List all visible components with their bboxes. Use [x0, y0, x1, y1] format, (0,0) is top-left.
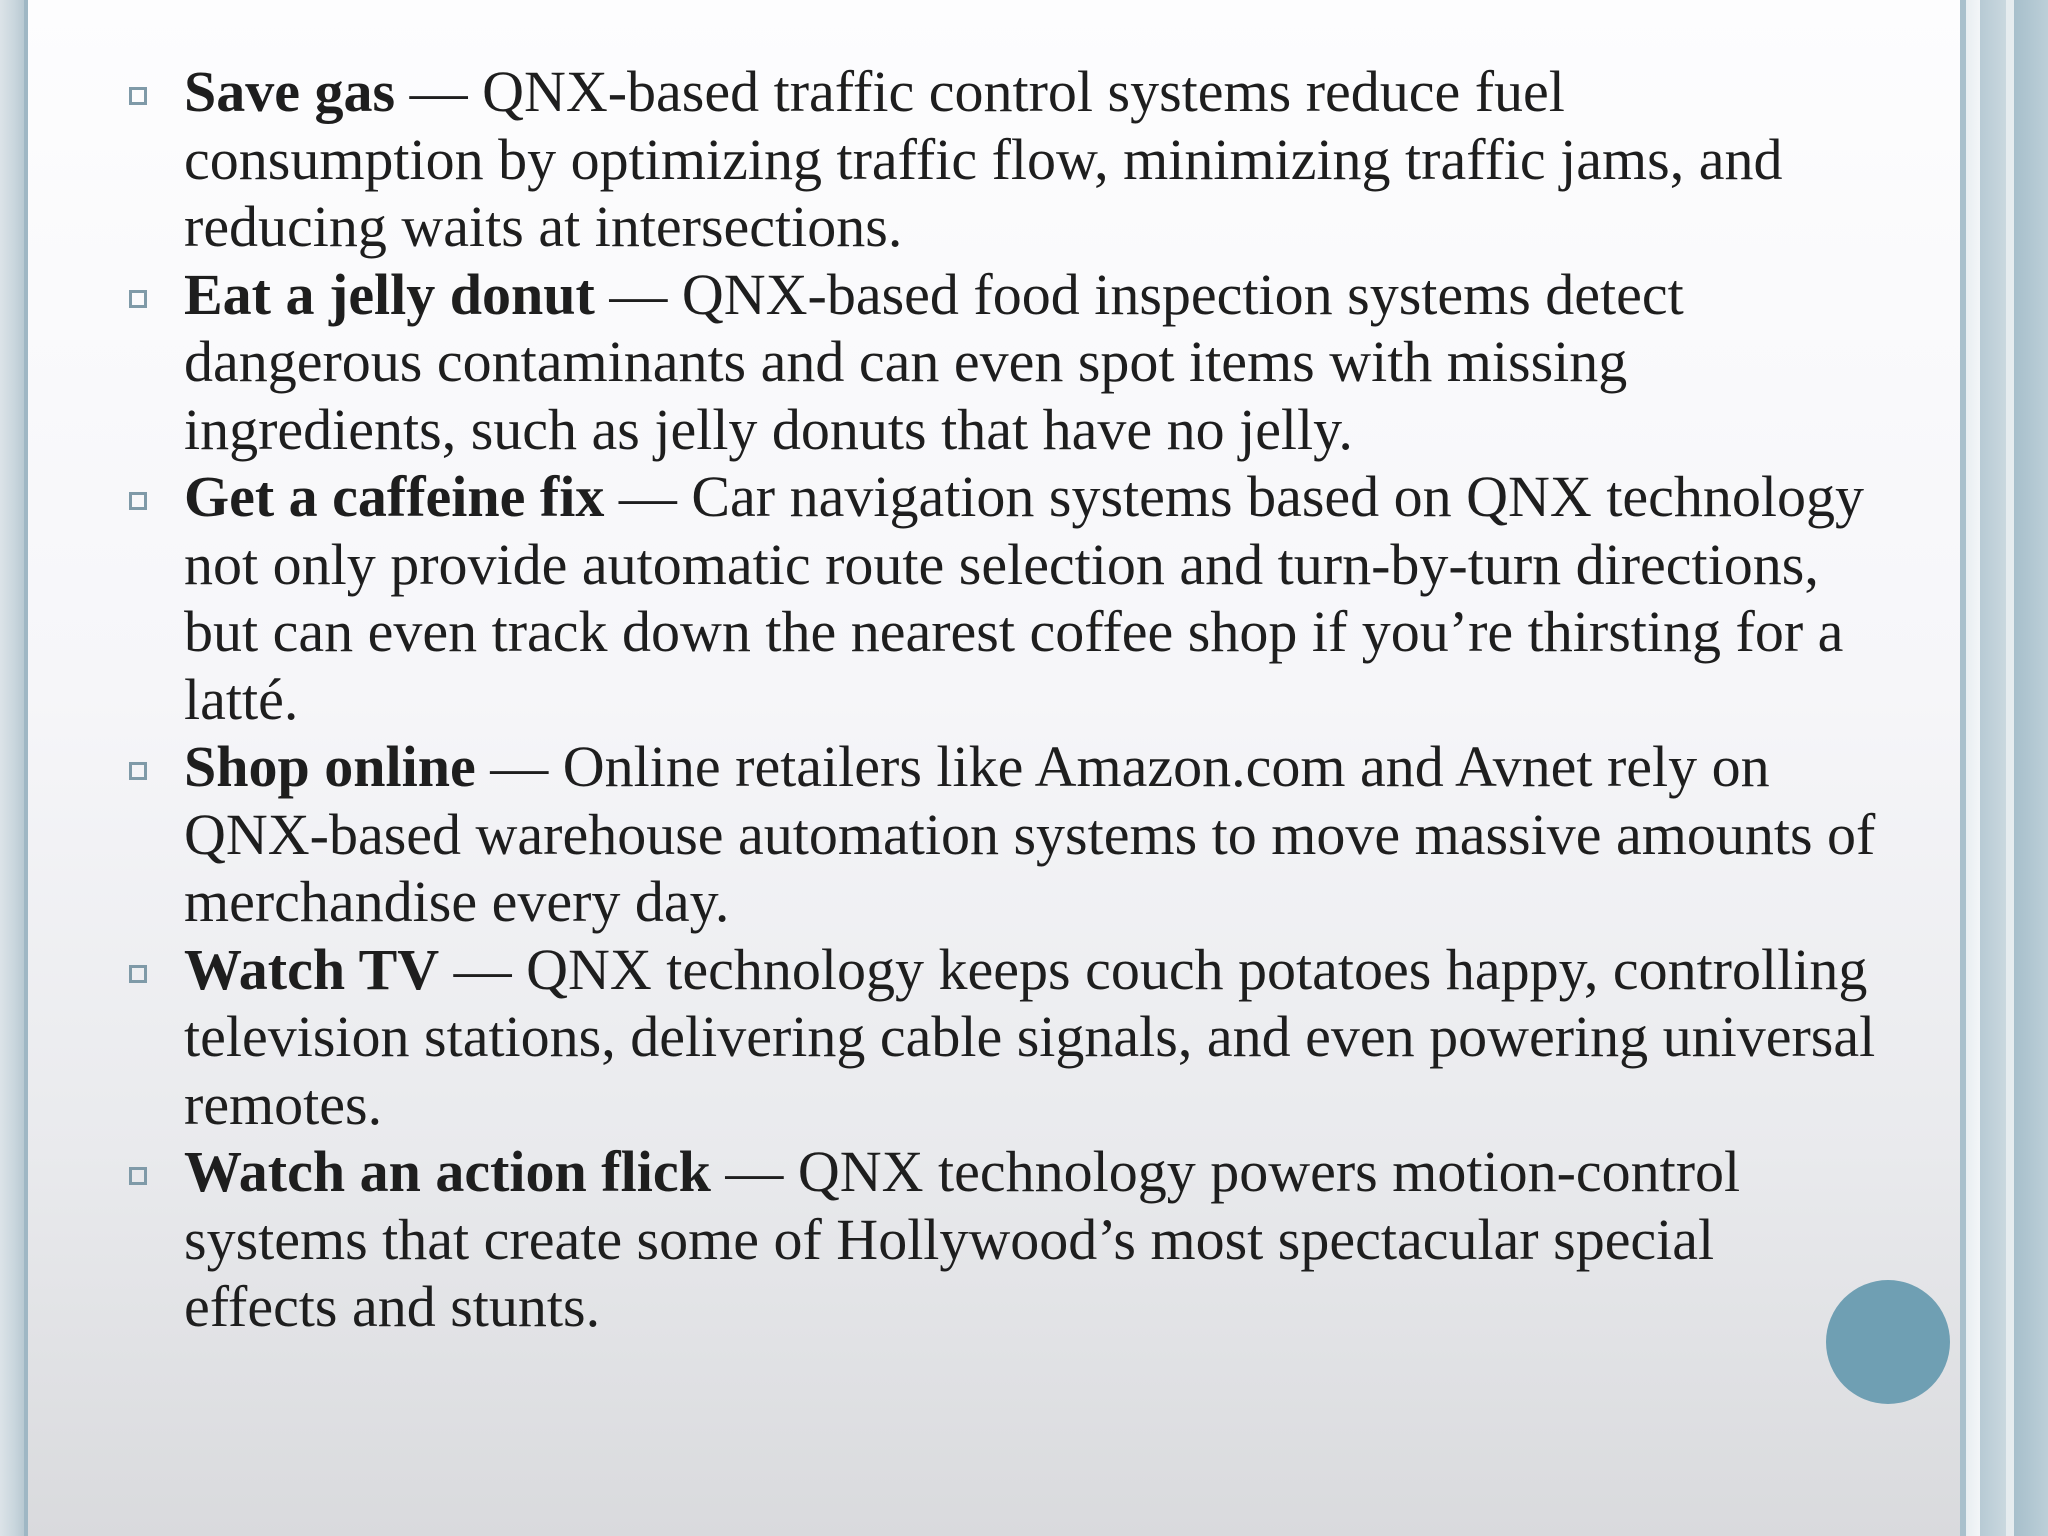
hollow-square-icon — [128, 289, 148, 309]
bullet-text: — Online retailers like Amazon.com and Avnet rely on QNX-based warehouse automation systems to move massive amounts of merchandise every day. — [184, 734, 1876, 934]
circle-decoration — [1826, 1280, 1950, 1404]
bullet-item-jelly-donut — [126, 261, 1876, 464]
bullet-text: — QNX-based traffic control systems reduce fuel consumption by optimizing traffic flow, minimizing traffic jams, and reducing waits at intersections. — [184, 59, 1783, 259]
bullet-text: — QNX technology keeps couch potatoes happy, controlling television stations, delivering cable signals, and even powering universal remotes. — [184, 936, 1876, 1137]
bullet-lead: Get a caffeine fix — [184, 464, 605, 529]
bullet-item-shop-online — [126, 733, 1876, 936]
bullet-list — [126, 58, 1876, 1341]
bullet-item-save-gas — [126, 58, 1876, 261]
right-decor-stripe-2 — [1966, 0, 1980, 1536]
bullet-lead: Shop online — [184, 734, 476, 799]
left-decor-line — [24, 0, 28, 1536]
right-decor-stripe-3 — [1980, 0, 2006, 1536]
bullet-item-caffeine-fix — [126, 463, 1876, 733]
bullet-text: — Car navigation systems based on QNX technology not only provide automatic route selection and turn-by-turn directions, but can even track down the nearest coffee shop if you’re thirsting for a latté. — [184, 464, 1865, 732]
slide-body — [126, 58, 1876, 1341]
bullet-text: — QNX-based food inspection systems detect dangerous contaminants and can even spot items with missing ingredients, such as jelly donuts that have no jelly. — [184, 261, 1684, 462]
right-decor-stripe-4 — [2006, 0, 2014, 1536]
left-decor-stripe — [0, 0, 24, 1536]
hollow-square-icon — [128, 964, 148, 984]
bullet-item-watch-tv — [126, 936, 1876, 1139]
bullet-item-action-flick — [126, 1138, 1876, 1341]
bullet-lead: Eat a jelly donut — [184, 261, 595, 327]
hollow-square-icon — [128, 86, 148, 106]
hollow-square-icon — [128, 761, 148, 781]
hollow-square-icon — [128, 491, 148, 511]
hollow-square-icon — [128, 1166, 148, 1186]
bullet-lead: Watch an action flick — [184, 1139, 711, 1204]
bullet-lead: Watch TV — [184, 936, 440, 1002]
bullet-text: — QNX technology powers motion-control systems that create some of Hollywood’s most spectacular special effects and stunts. — [184, 1139, 1741, 1339]
bullet-lead: Save gas — [184, 59, 396, 124]
right-decor-stripe-5 — [2014, 0, 2048, 1536]
